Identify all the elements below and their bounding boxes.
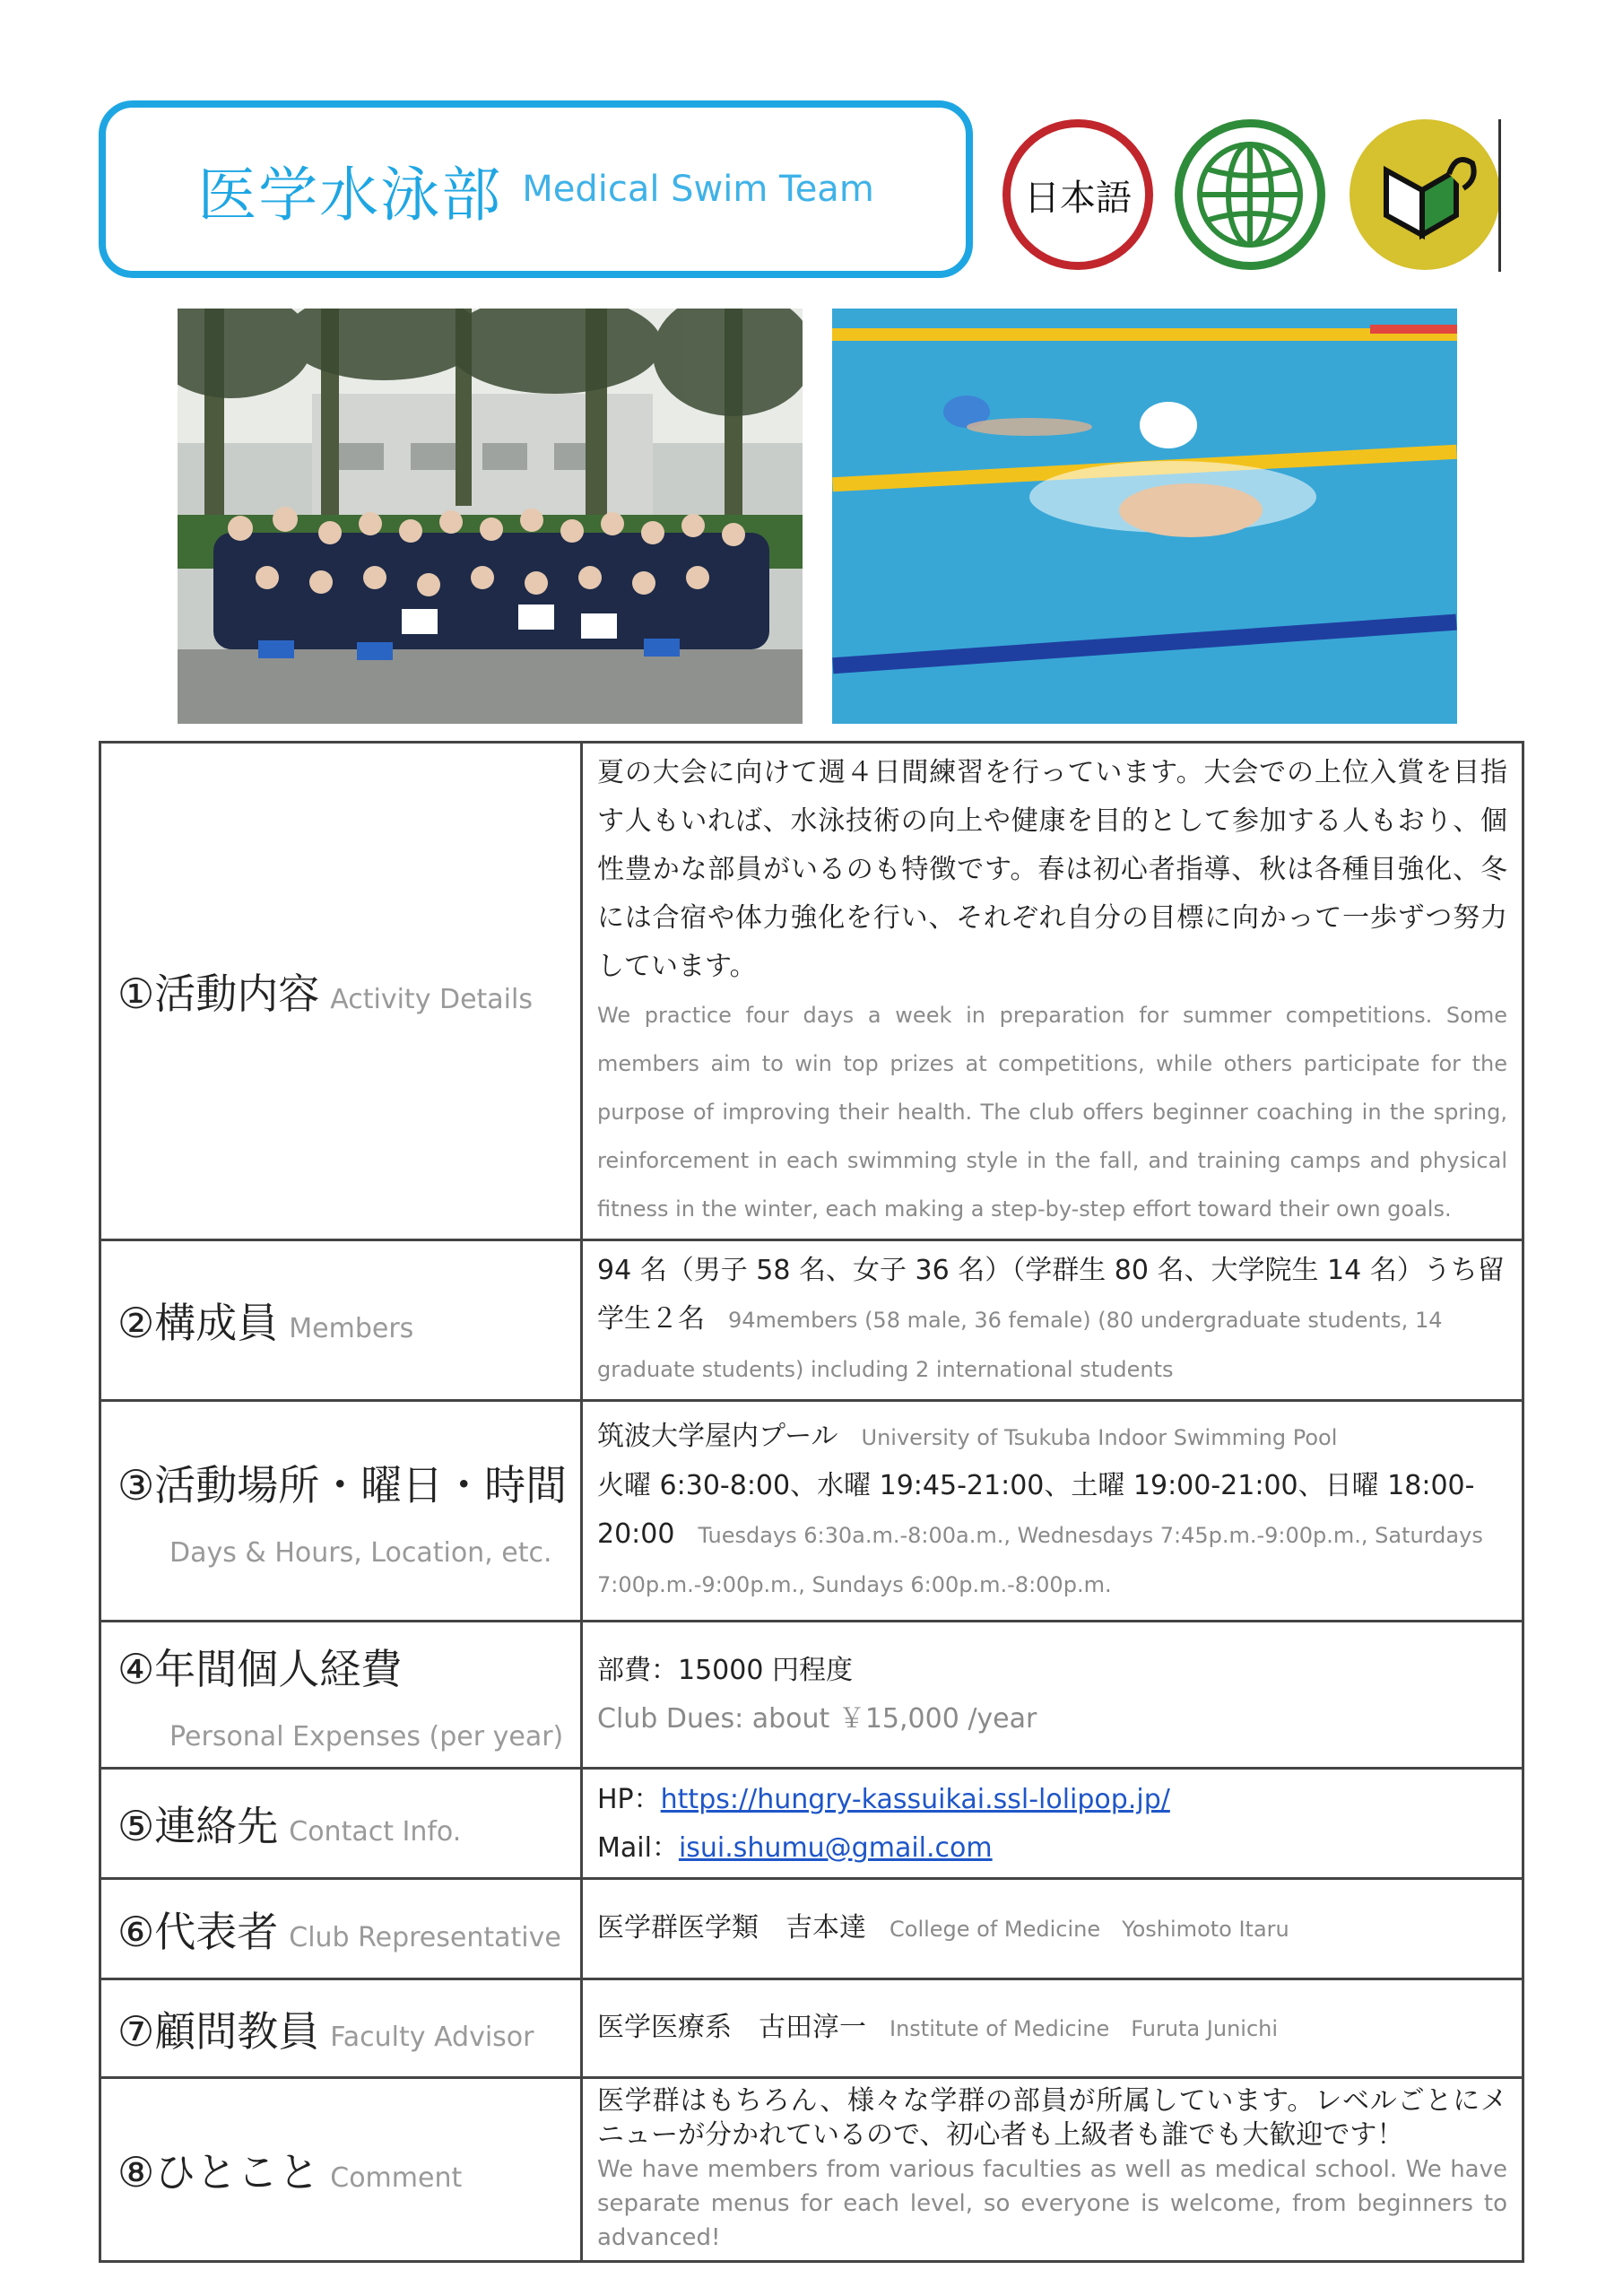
row-number: ④ bbox=[117, 1645, 155, 1693]
row-number: ② bbox=[117, 1299, 155, 1347]
email-link[interactable]: isui.shumu@gmail.com bbox=[678, 1832, 993, 1864]
label-activity bbox=[100, 743, 582, 1240]
team-group-photo bbox=[178, 309, 803, 724]
place-en-text: University of Tsukuba Indoor Swimming Pool bbox=[861, 1425, 1338, 1450]
comment-jp-text: 医学群はもちろん、様々な学群の部員が所属しています。レベルごとにメニューが分かれているので、初心者も上級者も誰でも大歓迎です！ bbox=[597, 2085, 1507, 2151]
expenses-jp-text: 部費：15000 円程度 bbox=[597, 1654, 853, 1686]
globe-icon bbox=[1175, 119, 1325, 270]
globe-icon-graphic bbox=[1191, 135, 1309, 254]
table-row-representative bbox=[100, 1879, 1523, 1979]
table-row-comment bbox=[100, 2078, 1523, 2262]
label-jp: 活動場所・曜日・時間 bbox=[154, 1461, 568, 1509]
label-advisor bbox=[100, 1979, 582, 2078]
title-box bbox=[99, 100, 973, 278]
row-number: ⑧ bbox=[117, 2148, 155, 2196]
table-row-advisor bbox=[100, 1979, 1523, 2078]
content-members bbox=[582, 1240, 1523, 1401]
table-row-activity bbox=[100, 743, 1523, 1240]
beginner-mark-graphic bbox=[1367, 136, 1483, 253]
homepage-link[interactable]: https://hungry-kassuikai.ssl-lolipop.jp/ bbox=[660, 1784, 1170, 1815]
label-members bbox=[100, 1240, 582, 1401]
japanese-language-badge-text: 日本語 bbox=[1024, 170, 1132, 221]
label-jp: 代表者 bbox=[154, 1907, 279, 1956]
row-number: ⑤ bbox=[117, 1802, 155, 1850]
row-number: ⑦ bbox=[117, 2006, 155, 2056]
label-en: Comment bbox=[330, 2162, 463, 2194]
representative-jp-text: 医学群医学類 吉本達 bbox=[597, 1912, 866, 1944]
members-en-text: 94members (58 male, 36 female) (80 undergraduate students, 14 graduate students) including 2 international students bbox=[597, 1308, 1443, 1382]
label-en: Club Representative bbox=[289, 1921, 561, 1953]
label-jp: 顧問教員 bbox=[154, 2006, 320, 2056]
content-contact bbox=[582, 1769, 1523, 1879]
label-jp: ひとこと bbox=[154, 2148, 320, 2196]
content-representative bbox=[582, 1879, 1523, 1979]
table-row-location bbox=[100, 1401, 1523, 1622]
label-jp: 活動内容 bbox=[154, 970, 320, 1018]
advisor-jp-text: 医学医療系 古田淳一 bbox=[597, 2012, 866, 2043]
label-comment bbox=[100, 2078, 582, 2262]
content-expenses bbox=[582, 1622, 1523, 1769]
row-number: ③ bbox=[117, 1461, 155, 1509]
activity-en-text: We practice four days a week in preparation for summer competitions. Some members aim to win top prizes at competitions, while others participate for the purpose of improving their health. The club offers beginner coaching in the spring, reinforcement in each swimming style in the fall, and training camps and physical fitness in the winter, each making a step-by-step effort toward their own goals. bbox=[597, 1003, 1507, 1222]
label-jp: 構成員 bbox=[154, 1299, 279, 1347]
row-number: ① bbox=[117, 970, 155, 1018]
mail-label: Mail： bbox=[597, 1832, 679, 1864]
expenses-en-text: Club Dues: about ￥15,000 /year bbox=[597, 1702, 1037, 1735]
time-jp-text: 火曜 6:30-8:00、水曜 19:45-21:00、土曜 19:00-21:00、日曜 18:00-20:00 bbox=[597, 1470, 1475, 1550]
label-expenses bbox=[100, 1622, 582, 1769]
badge-divider bbox=[1498, 119, 1501, 272]
content-comment bbox=[582, 2078, 1523, 2262]
members-jp-text: 94 名（男子 58 名、女子 36 名）（学群生 80 名、大学院生 14 名）うち留学生２名 bbox=[597, 1255, 1505, 1335]
label-en: Faculty Advisor bbox=[330, 2021, 534, 2053]
page-title-en: Medical Swim Team bbox=[522, 169, 874, 210]
table-row-contact bbox=[100, 1769, 1523, 1879]
hp-label: HP： bbox=[597, 1784, 661, 1815]
comment-en-text: We have members from various faculties as well as medical school. We have separate menus for each level, so everyone is welcome, from beginners to advanced! bbox=[597, 2156, 1507, 2251]
row-number: ⑥ bbox=[117, 1907, 155, 1956]
label-contact bbox=[100, 1769, 582, 1879]
label-location bbox=[100, 1401, 582, 1622]
time-en-text: Tuesdays 6:30a.m.-8:00a.m., Wednesdays 7:45p.m.-9:00p.m., Saturdays 7:00p.m.-9:00p.m., Sundays 6:00p.m.-8:00p.m. bbox=[597, 1523, 1483, 1597]
swimmer-pool-photo bbox=[832, 309, 1457, 724]
activity-jp-text: 夏の大会に向けて週４日間練習を行っています。大会での上位入賞を目指す人もいれば、水泳技術の向上や健康を目的として参加する人もおり、個性豊かな部員がいるのも特徴です。春は初心者指導、秋は各種目強化、冬には合宿や体力強化を行い、それぞれ自分の目標に向かって一歩ずつ努力しています。 bbox=[597, 757, 1507, 982]
label-en: Personal Expenses (per year) bbox=[169, 1721, 564, 1752]
label-en: Contact Info. bbox=[289, 1816, 462, 1848]
representative-en-text: College of Medicine Yoshimoto Itaru bbox=[890, 1917, 1289, 1942]
label-en: Members bbox=[289, 1313, 414, 1344]
beginner-mark-icon bbox=[1350, 119, 1500, 270]
table-row-expenses bbox=[100, 1622, 1523, 1769]
page-title-jp: 医学水泳部 bbox=[197, 160, 503, 230]
table-row-members bbox=[100, 1240, 1523, 1401]
label-en: Days & Hours, Location, etc. bbox=[169, 1537, 552, 1569]
japanese-language-badge-icon bbox=[1002, 119, 1153, 270]
label-jp: 連絡先 bbox=[154, 1802, 279, 1850]
content-location bbox=[582, 1401, 1523, 1622]
content-advisor bbox=[582, 1979, 1523, 2078]
label-jp: 年間個人経費 bbox=[154, 1645, 403, 1693]
label-en: Activity Details bbox=[330, 984, 533, 1015]
club-info-table bbox=[99, 741, 1524, 2263]
place-jp-text: 筑波大学屋内プール bbox=[597, 1421, 838, 1452]
content-activity bbox=[582, 743, 1523, 1240]
label-representative bbox=[100, 1879, 582, 1979]
advisor-en-text: Institute of Medicine Furuta Junichi bbox=[890, 2016, 1279, 2041]
